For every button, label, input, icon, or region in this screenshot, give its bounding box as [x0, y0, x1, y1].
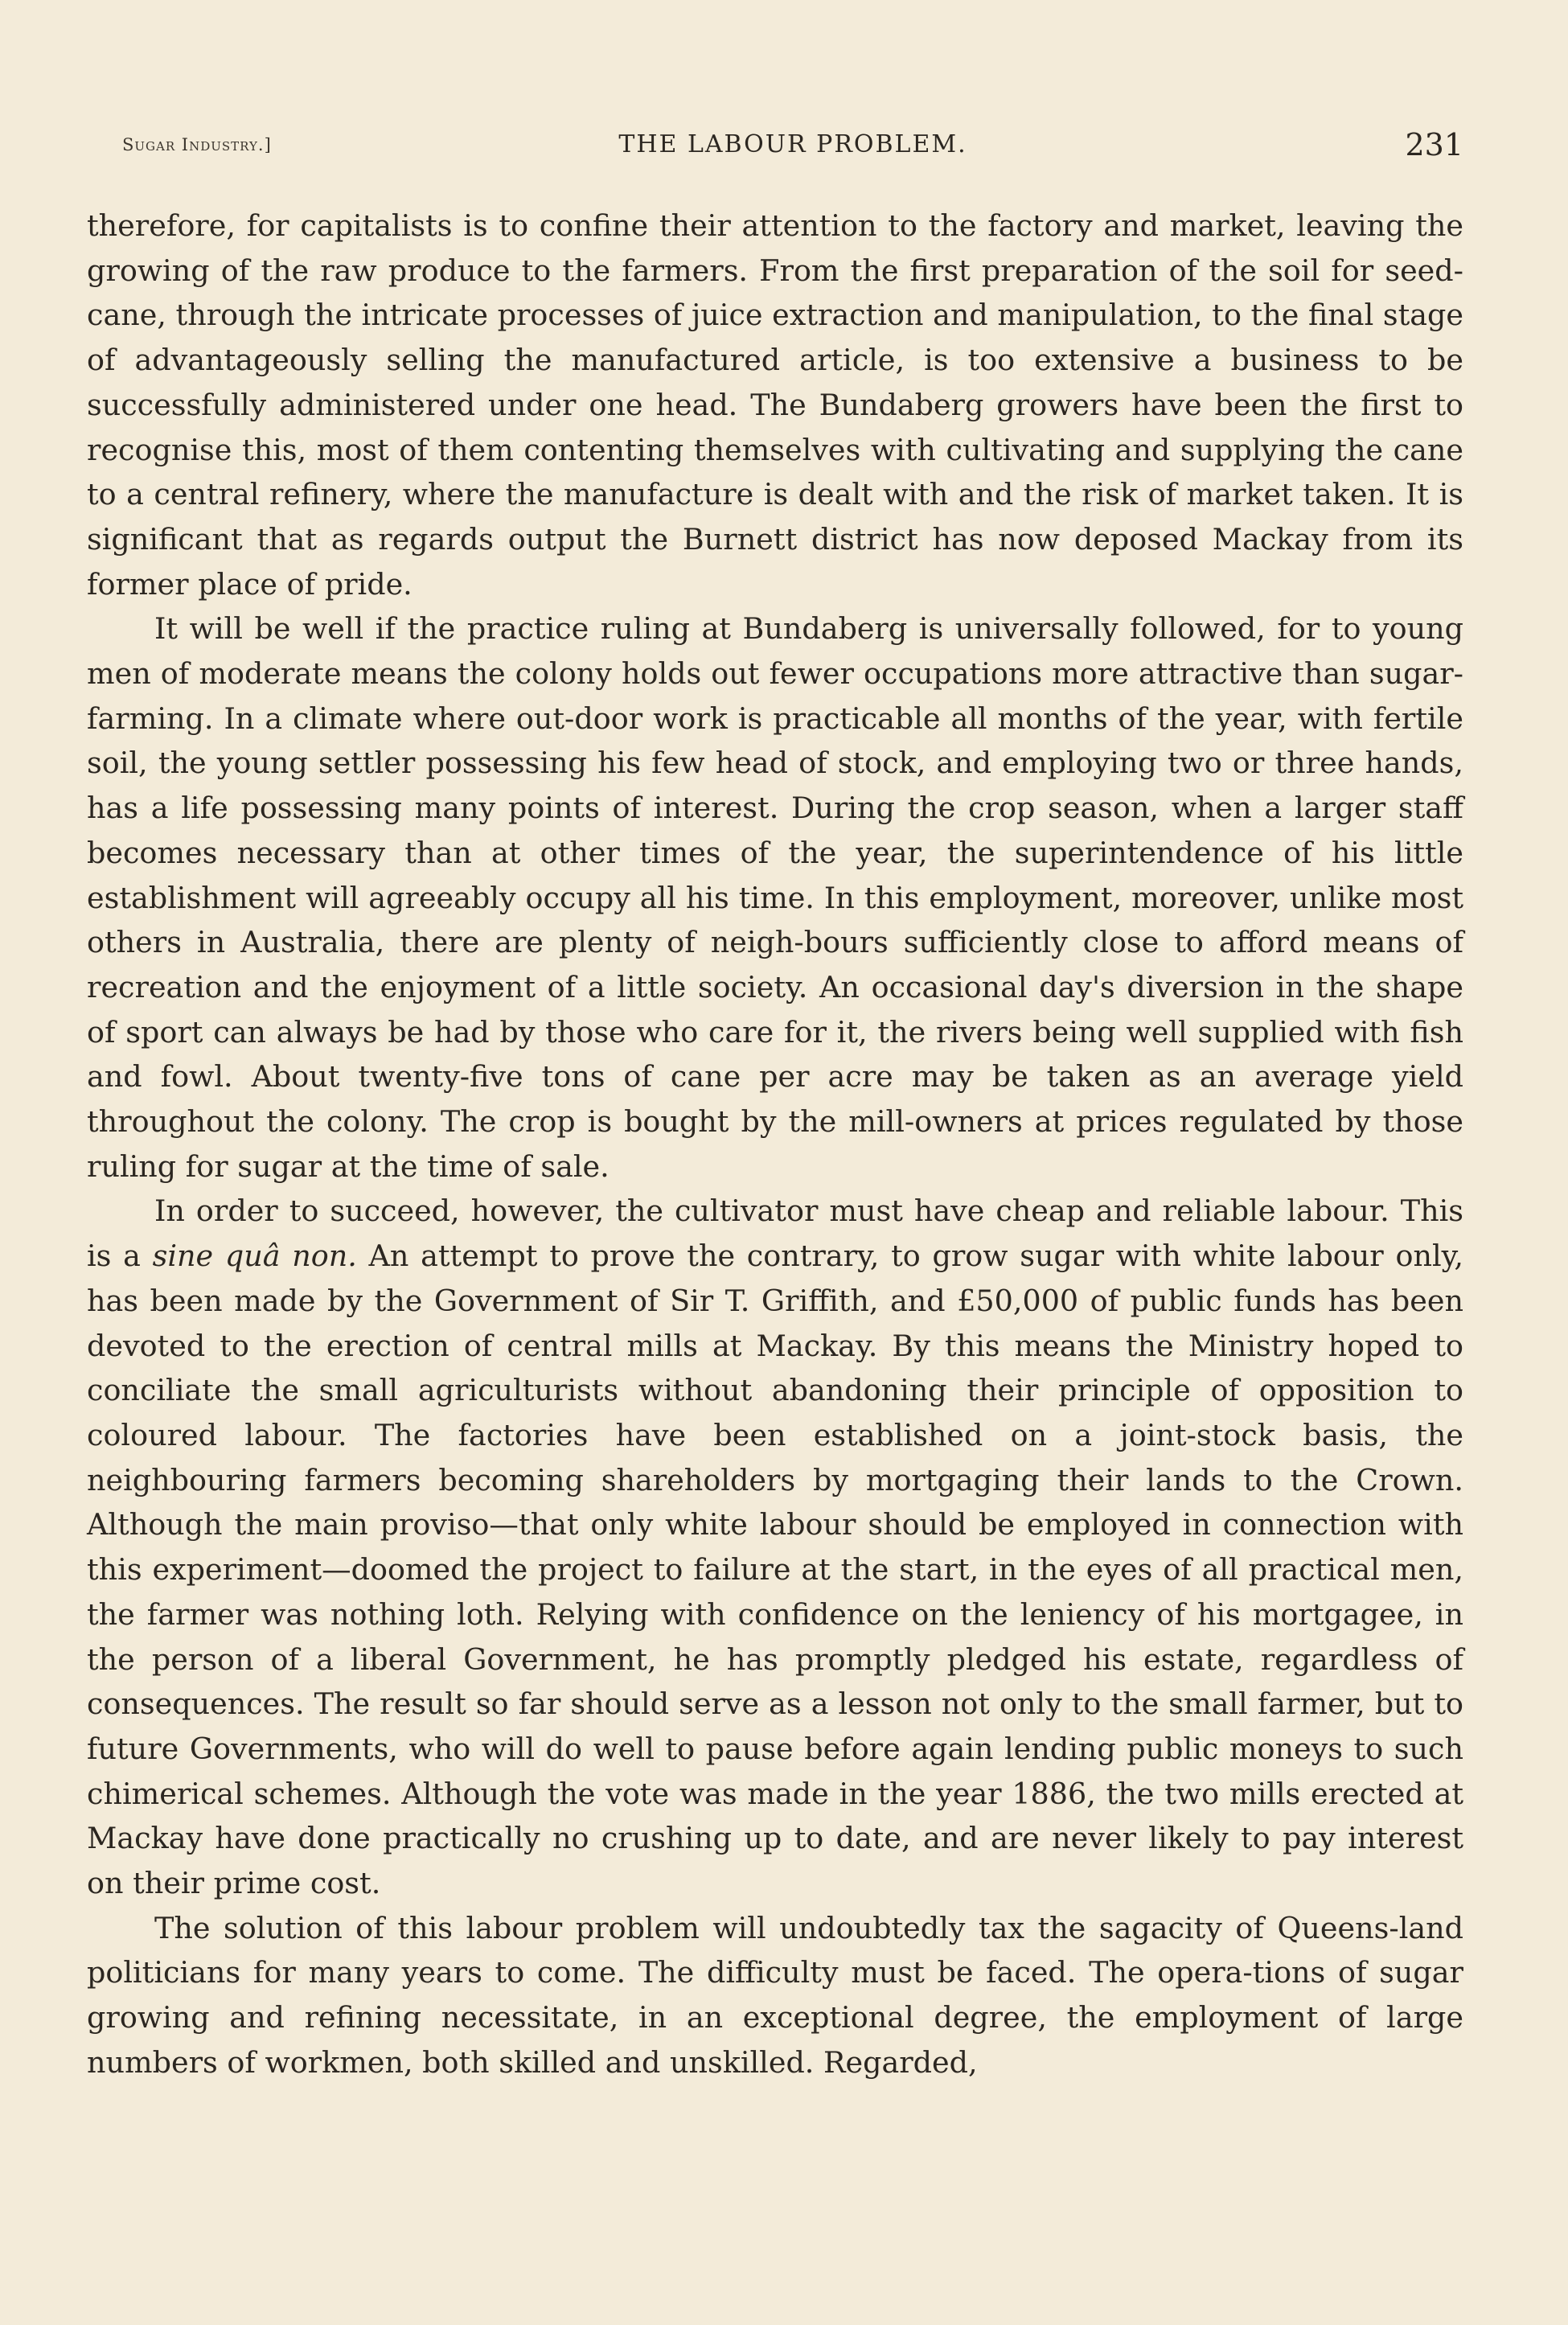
page-header	[122, 127, 1463, 175]
paragraph-3	[87, 1189, 1463, 1905]
latin-phrase: sine quâ non.	[152, 1238, 357, 1274]
paragraph-3-part-1: In order to succeed, however, the cultivator must have cheap and reliable labour. This is a	[87, 1193, 1463, 1274]
paragraph-2: It will be well if the practice ruling at Bundaberg is universally followed, for to young men of moderate means the colony holds out fewer occupations more attractive than sugar-farming. In a climate where out-door work is practicable all months of the year, with fertile soil, the young settler possessing his few head of stock, and employing two or three hands, has a life possessing many points of interest. During the crop season, when a larger staff becomes necessary than at other times of the year, the superintendence of his little establishment will agreeably occupy all his time. In this employment, moreover, unlike most others in Australia, there are plenty of neigh-bours sufficiently close to afford means of recreation and the enjoyment of a little society. An occasional day's diversion in the shape of sport can always be had by those who care for it, the rivers being well supplied with fish and fowl. About twenty-five tons of cane per acre may be taken as an average yield throughout the colony. The crop is bought by the mill-owners at prices regulated by those ruling for sugar at the time of sale.	[87, 611, 1463, 1184]
paragraph-1: therefore, for capitalists is to confine their attention to the factory and market, leaving the growing of the raw produce to the farmers. From the first preparation of the soil for seed-cane, through the intricate processes of juice extraction and manipulation, to the final stage of advantageously selling the manufactured article, is too extensive a business to be successfully administered under one head. The Bundaberg growers have been the first to recognise this, most of them contenting themselves with cultivating and supplying the cane to a central refinery, where the manufacture is dealt with and the risk of market taken. It is significant that as regards output the Burnett district has now deposed Mackay from its former place of pride.	[87, 208, 1463, 602]
paragraph-3-part-2: An attempt to prove the contrary, to grow sugar with white labour only, has been made by the Government of Sir T. Griffith, and £50,000 of public funds has been devoted to the erection of central mills at Mackay. By this means the Ministry hoped to conciliate the small agriculturists without abandoning their principle of opposition to coloured labour. The factories have been established on a joint-stock basis, the neighbouring farmers becoming shareholders by mortgaging their lands to the Crown. Although the main proviso—that only white labour should be employed in connection with this experiment—doomed the project to failure at the start, in the eyes of all practical men, the farmer was nothing loth. Relying with confidence on the leniency of his mortgagee, in the person of a liberal Government, he has promptly pledged his estate, regardless of consequences. The result so far should serve as a lesson not only to the small farmer, but to future Governments, who will do well to pause before again lending public moneys to such chimerical schemes. Although the vote was made in the year 1886, the two mills erected at Mackay have done practically no crushing up to date, and are never likely to pay interest on their prime cost.	[87, 1238, 1463, 1901]
body-text	[87, 203, 1463, 2085]
running-head-section: Sugar Industry.]	[122, 135, 272, 154]
page-number: 231	[1405, 127, 1463, 162]
paragraph-4: The solution of this labour problem will undoubtedly tax the sagacity of Queens-land politicians for many years to come. The difficulty must be faced. The opera-tions of sugar growing and refining necessitate, in an exceptional degree, the employment of large numbers of workmen, both skilled and unskilled. Regarded,	[87, 1910, 1463, 2080]
running-head-title: THE LABOUR PROBLEM.	[618, 130, 967, 158]
